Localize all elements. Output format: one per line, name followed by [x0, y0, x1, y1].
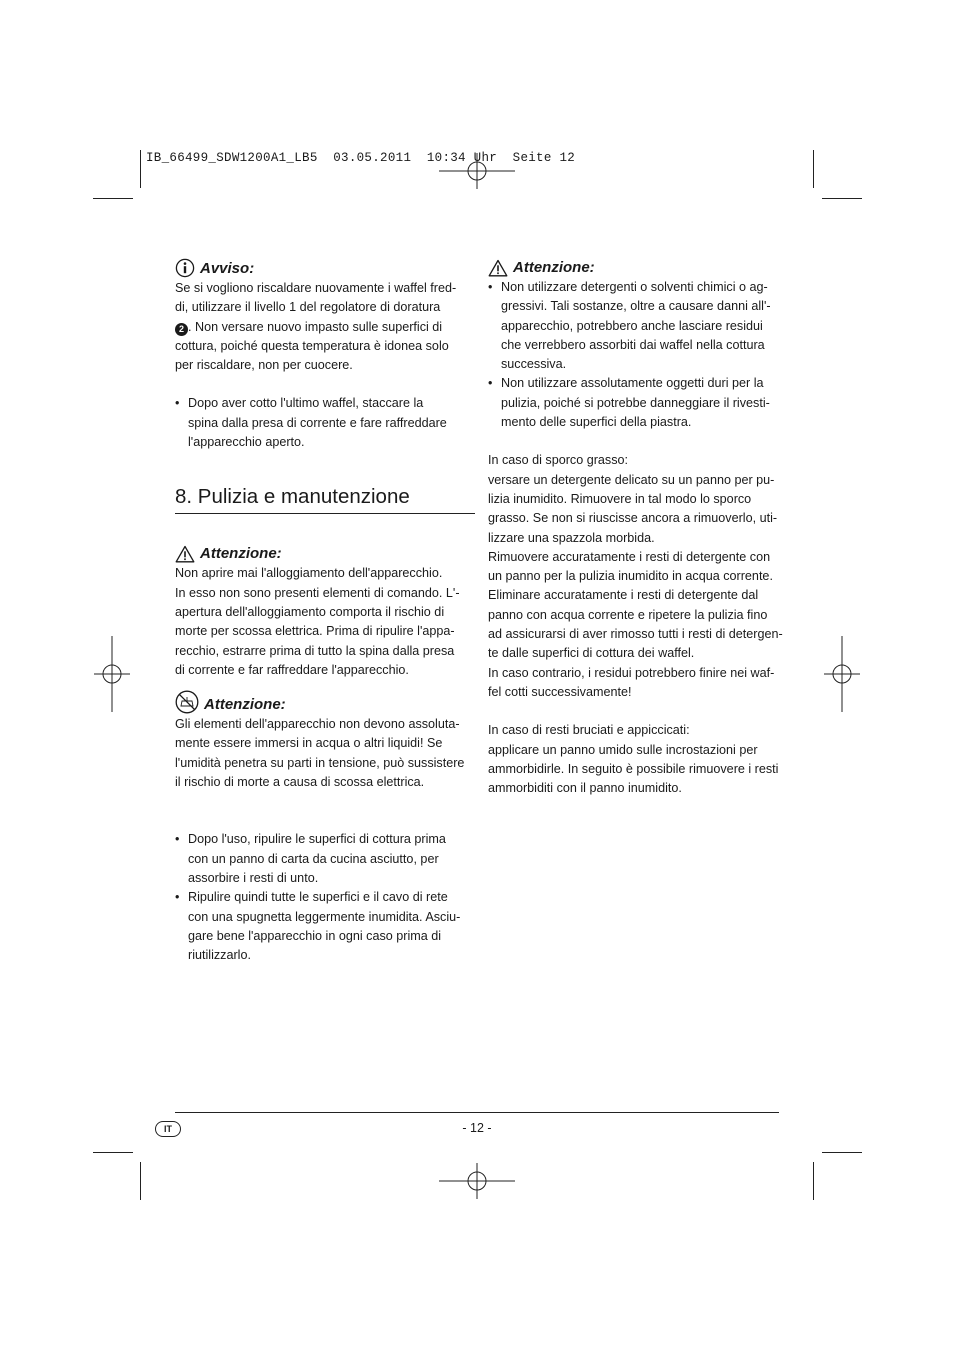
text-line: mente essere immersi in acqua o altri liquidi! Se: [175, 736, 443, 751]
text-line: Non utilizzare detergenti o solventi chimici o ag-: [501, 280, 768, 294]
list-item: [488, 374, 788, 432]
attenzione-heading: [175, 690, 475, 714]
print-slug: IB_66499_SDW1200A1_LB5 03.05.2011 10:34 Uhr Seite 12: [146, 151, 576, 165]
attenzione-title: Attenzione:: [204, 696, 286, 714]
text-line: te dalle superfici di cottura dei waffel.: [488, 646, 695, 661]
text-line: lizzare una spazzola morbida.: [488, 530, 655, 545]
text-line: Non utilizzare assolutamente oggetti duri per la: [501, 376, 764, 391]
text-line: In caso contrario, i residui potrebbero finire nei waf-: [488, 665, 775, 680]
burnt-residue-text: [488, 721, 788, 798]
number-2-icon: 2: [175, 323, 188, 336]
footer-divider: [175, 1112, 779, 1113]
language-badge: IT: [155, 1121, 181, 1137]
text-line: applicare un panno umido sulle incrostazioni per: [488, 742, 758, 757]
page-number: - 12 -: [462, 1121, 492, 1135]
text-line: Gli elementi dell'apparecchio non devono assoluta-: [175, 717, 460, 732]
info-icon: [175, 258, 195, 278]
avviso-title: Avviso:: [200, 259, 255, 277]
text-line: con un panno di carta da cucina asciutto, per: [188, 851, 439, 866]
text-line: Rimuovere accuratamente i resti di detergente con: [488, 549, 771, 564]
crop-mark: [140, 1162, 141, 1200]
registration-mark-icon: [804, 636, 880, 712]
attenzione-title: Attenzione:: [513, 259, 595, 276]
text-line: di corrente e far raffreddare l'apparecchio.: [175, 662, 409, 677]
text-line: recchio, estrarre prima di tutto la spina dalla presa: [175, 643, 455, 658]
list-item: [175, 394, 475, 452]
crop-mark: [813, 150, 814, 188]
grease-cleaning-text: [488, 451, 788, 702]
text-line: per riscaldare, non per cuocere.: [175, 358, 353, 373]
text-line: l'apparecchio aperto.: [188, 435, 305, 450]
warning-icon: [488, 259, 508, 277]
crop-mark: [822, 198, 862, 199]
warning-icon: [175, 545, 195, 563]
text-line: In caso di sporco grasso:: [488, 453, 629, 468]
text-line: morte per scossa elettrica. Prima di ripulire l'appa-: [175, 624, 455, 639]
text-line: gressivi. Tali sostanze, oltre a causare danni all'-: [501, 299, 771, 314]
text-line: panno con acqua corrente e ripetere la pulizia fino: [488, 607, 768, 622]
text-line: riutilizzarlo.: [188, 948, 251, 963]
attenzione-text: [175, 564, 475, 680]
attenzione-block: [488, 258, 788, 432]
attenzione-title: Attenzione:: [200, 545, 282, 563]
text-line: con una spugnetta leggermente inumidita. Asciu-: [188, 909, 461, 924]
text-line: ammorbiditi con il panno inumidito.: [488, 781, 682, 796]
text-line: ammorbidirle. In seguito è possibile rimuovere i resti: [488, 761, 779, 776]
bullet-icon: •: [488, 376, 493, 391]
text-line: Dopo aver cotto l'ultimo waffel, staccare la: [188, 396, 424, 411]
avviso-block: [175, 258, 475, 375]
avviso-text: [175, 279, 475, 375]
registration-mark-icon: [439, 133, 515, 209]
text-line: Dopo l'uso, ripulire le superfici di cottura prima: [188, 832, 446, 847]
text-line: Eliminare accuratamente i resti di detergente dal: [488, 588, 759, 603]
list-item: [488, 278, 788, 374]
crop-mark: [93, 1152, 133, 1153]
text-line: apparecchio, potrebbero anche lasciare residui: [501, 318, 763, 333]
no-immersion-icon: [175, 690, 199, 714]
bullet-icon: •: [175, 396, 180, 411]
crop-mark: [822, 1152, 862, 1153]
text-line: In caso di resti bruciati e appiccicati:: [488, 723, 690, 738]
registration-mark-icon: [74, 636, 150, 712]
text-line: fel cotti successivamente!: [488, 684, 632, 699]
text-line: grasso. Se non si riuscisse ancora a rimuoverlo, uti-: [488, 511, 778, 526]
text-line: apertura dell'alloggiamento comporta il rischio di: [175, 604, 445, 619]
right-column: [488, 258, 788, 798]
text-line: Ripulire quindi tutte le superfici e il cavo di rete: [188, 890, 448, 905]
text-line: il rischio di morte a causa di scossa elettrica.: [175, 775, 425, 790]
text-line: spina dalla presa di corrente e fare raffreddare: [188, 415, 447, 430]
text-line: mento delle superfici della piastra.: [501, 415, 692, 430]
text-line: che verrebbero assorbiti dai waffel nella cottura: [501, 337, 765, 352]
attenzione-block: [175, 690, 475, 792]
attenzione-text: [175, 715, 475, 792]
crop-mark: [813, 1162, 814, 1200]
text-line: successiva.: [501, 357, 567, 372]
left-column: [175, 258, 475, 965]
text-line: cottura, poiché questa temperatura è idonea solo: [175, 338, 449, 353]
avviso-heading: [175, 258, 475, 278]
list-item: [175, 888, 475, 965]
bullet-icon: •: [488, 280, 493, 294]
text-line: Se si vogliono riscaldare nuovamente i waffel fred-: [175, 281, 457, 295]
text-line: gare bene l'apparecchio in ogni caso prima di: [188, 928, 442, 943]
text-line: di, utilizzare il livello 1 del regolatore di doratura: [175, 300, 441, 315]
text-line: assorbire i resti di unto.: [188, 870, 319, 885]
crop-mark: [93, 198, 133, 199]
text-line: pulizia, poiché si potrebbe danneggiare il rivesti-: [501, 395, 770, 410]
text-line: In esso non sono presenti elementi di comando. L'-: [175, 585, 460, 600]
registration-mark-icon: [439, 1143, 515, 1219]
crop-mark: [140, 150, 141, 188]
bullet-icon: •: [175, 832, 180, 847]
text-line: 2 . Non versare nuovo impasto sulle superfici di: [175, 318, 475, 337]
text-line: versare un detergente delicato su un panno per pu-: [488, 472, 775, 487]
section-title: 8. Pulizia e manutenzione: [175, 484, 475, 514]
attenzione-heading: [488, 258, 788, 277]
text-line: l'umidità penetra su parti in tensione, può sussistere: [175, 755, 465, 770]
attenzione-heading: [175, 544, 475, 563]
text-line: Non aprire mai l'alloggiamento dell'apparecchio.: [175, 566, 443, 581]
attenzione-block: [175, 544, 475, 680]
list-item: [175, 830, 475, 888]
bullet-icon: •: [175, 890, 180, 905]
text-line: lizia inumidito. Rimuovere in tal modo lo sporco: [488, 491, 752, 506]
text-line: un panno per la pulizia inumidito in acqua corrente.: [488, 569, 773, 584]
text-line: ad assicurarsi di aver rimosso tutti i resti di detergen-: [488, 627, 783, 642]
